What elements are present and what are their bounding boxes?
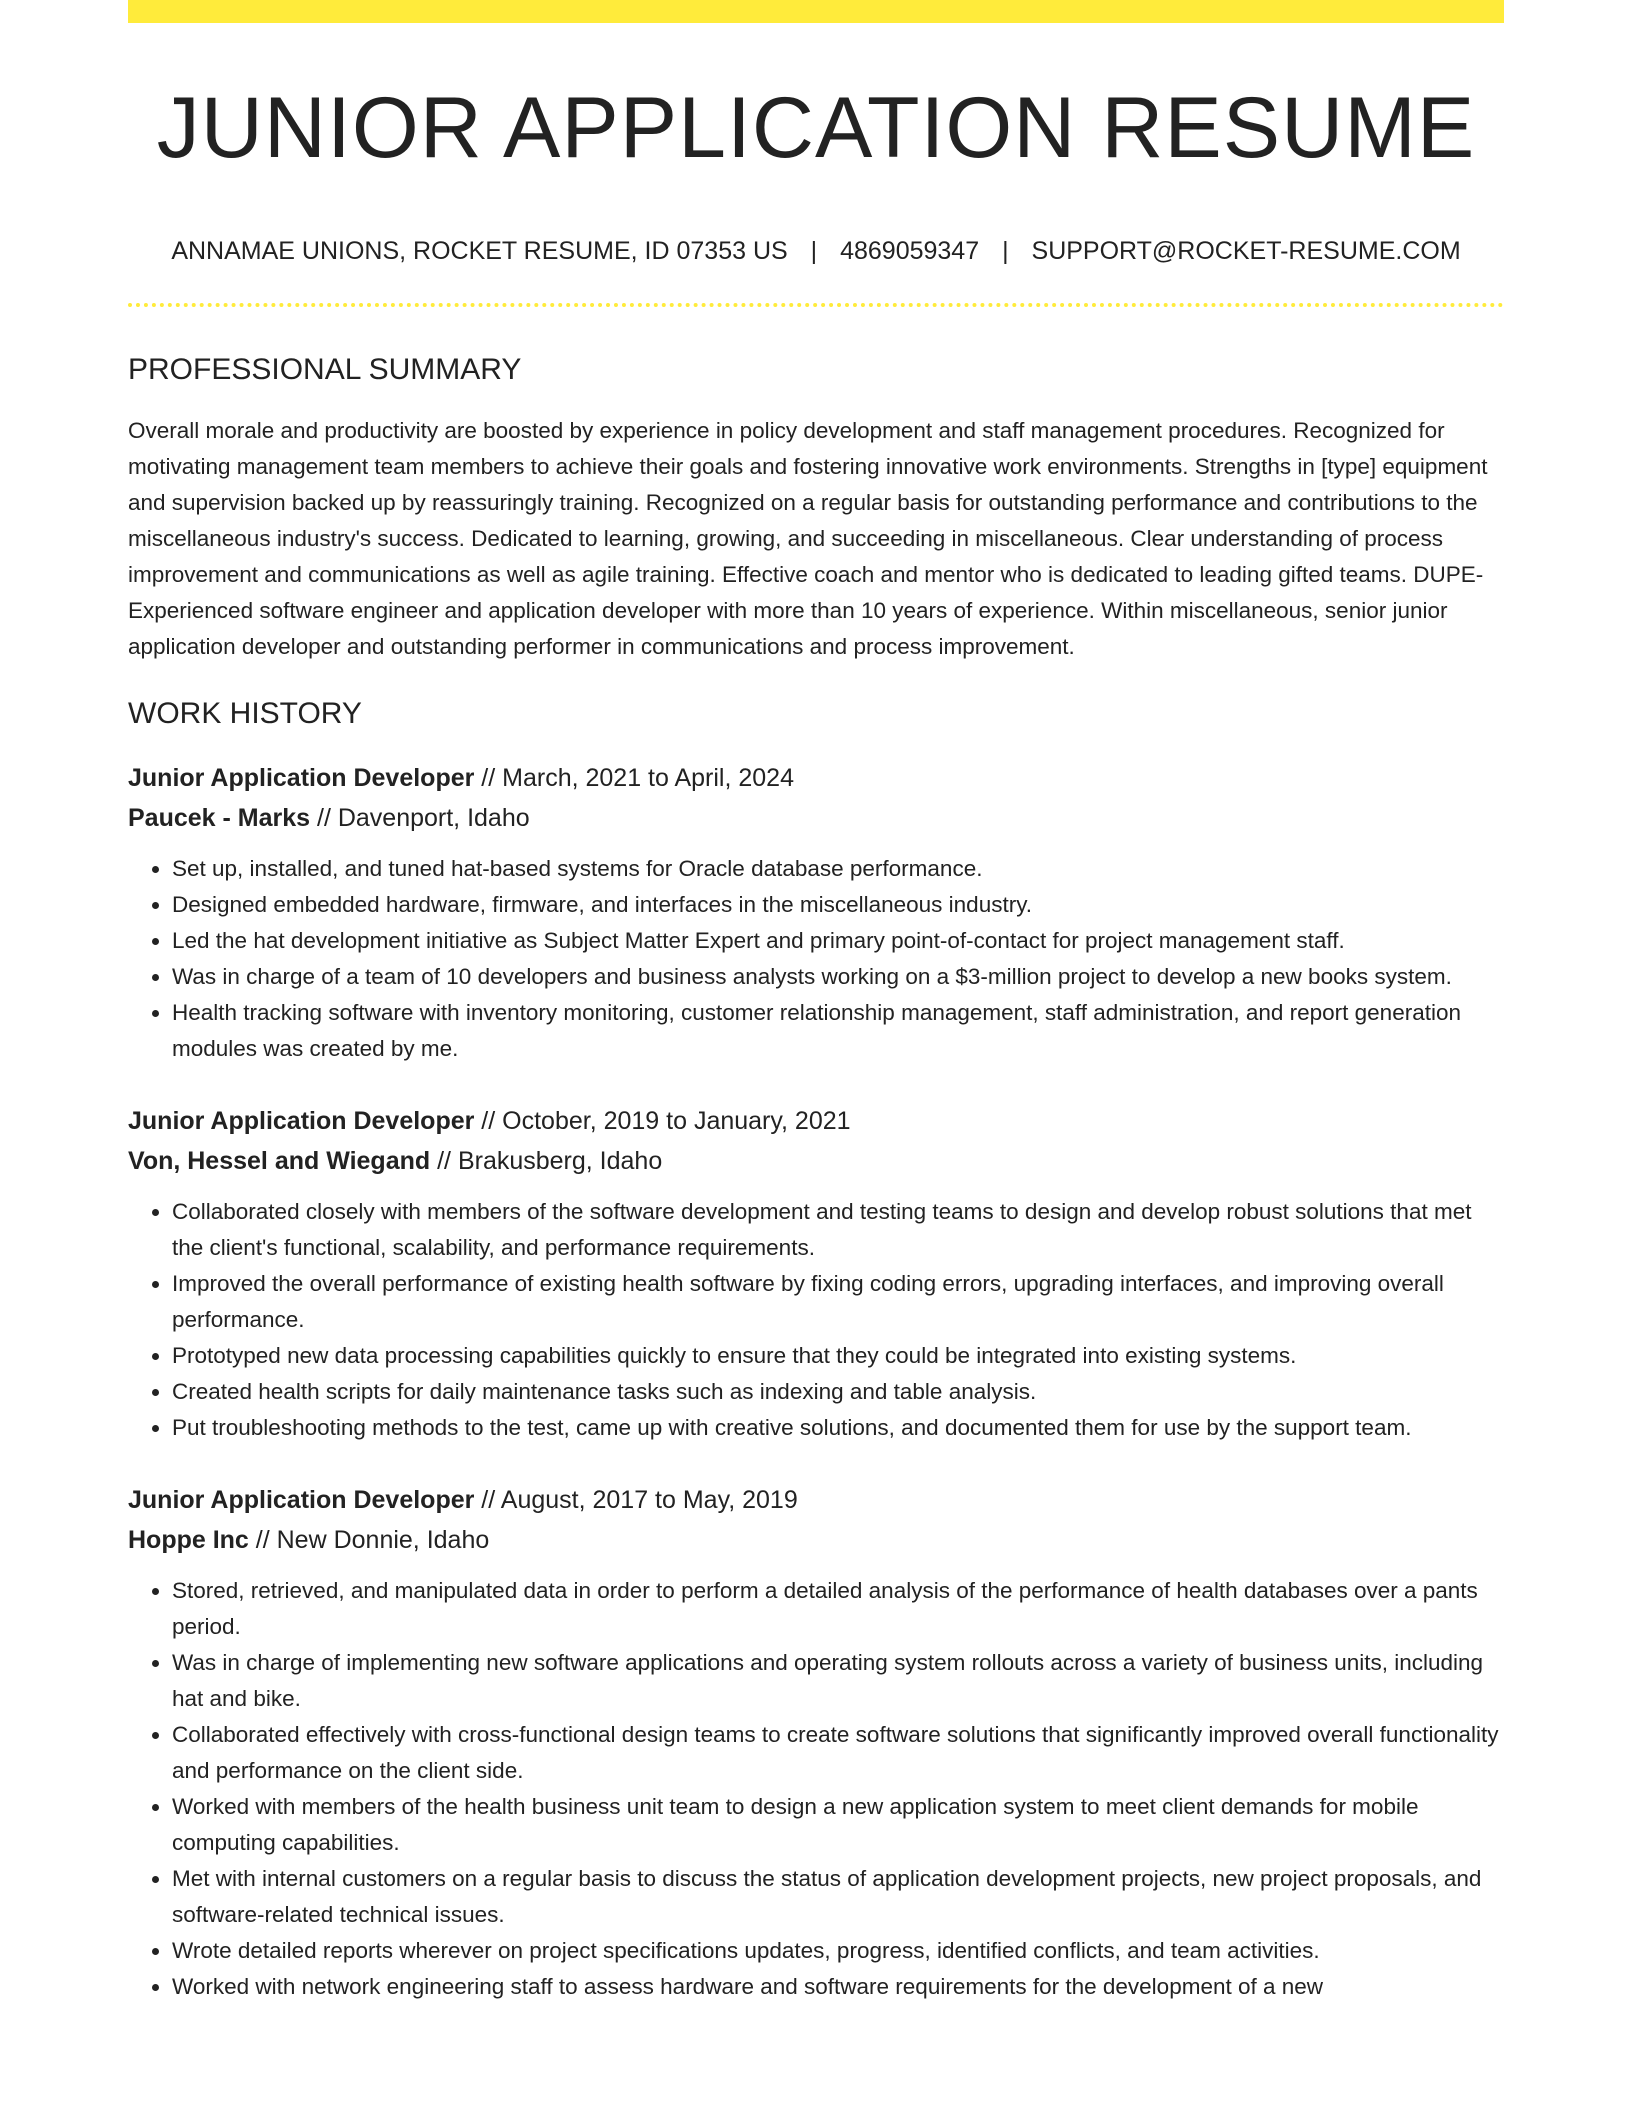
job-location: // Davenport, Idaho — [310, 803, 530, 832]
job-bullet: • Met with internal customers on a regular basis to discuss the status of application development projects, new project proposals, and software-related technical issues. — [172, 1861, 1504, 1933]
contact-line — [128, 236, 1504, 266]
job-bullet: • Collaborated closely with members of the software development and testing teams to design and develop robust solutions that met the client's functional, scalability, and performance requirements. — [172, 1194, 1504, 1266]
job-title: Junior Application Developer — [128, 763, 475, 792]
job-title: Junior Application Developer — [128, 1106, 475, 1135]
contact-email: SUPPORT@ROCKET-RESUME.COM — [1031, 236, 1461, 265]
job-bullet: • Put troubleshooting methods to the test, came up with creative solutions, and documented them for use by the support team. — [172, 1410, 1504, 1446]
job-title-line — [128, 758, 1504, 798]
job-company: Von, Hessel and Wiegand — [128, 1146, 431, 1175]
job-title-line — [128, 1101, 1504, 1141]
resume-title: JUNIOR APPLICATION RESUME — [156, 80, 1476, 176]
job-bullet: • Was in charge of implementing new software applications and operating system rollouts across a variety of business units, including hat and bike. — [172, 1645, 1504, 1717]
contact-address: ANNAMAE UNIONS, ROCKET RESUME, ID 07353 US — [171, 236, 788, 265]
job-bullet: • Worked with members of the health business unit team to design a new application system to meet client demands for mobile computing capabilities. — [172, 1789, 1504, 1861]
job-bullet-list — [128, 851, 1504, 1067]
contact-separator: | — [810, 236, 818, 265]
contact-separator: | — [1002, 236, 1009, 265]
job-dates: // August, 2017 to May, 2019 — [474, 1485, 798, 1514]
job-company: Paucek - Marks — [128, 803, 311, 832]
resume-page — [128, 0, 1504, 2005]
job-bullet: • Stored, retrieved, and manipulated data in order to perform a detailed analysis of the performance of health databases over a pants period. — [172, 1573, 1504, 1645]
job-bullet: • Health tracking software with inventory monitoring, customer relationship management, staff administration, and report generation modules was created by me. — [172, 995, 1504, 1067]
job-bullet: • Led the hat development initiative as Subject Matter Expert and primary point-of-contact for project management staff. — [172, 923, 1504, 959]
job-bullet-list — [128, 1573, 1504, 2005]
job-dates: // October, 2019 to January, 2021 — [474, 1106, 851, 1135]
job-company-line — [128, 1141, 1504, 1181]
job-location: // New Donnie, Idaho — [248, 1525, 490, 1554]
job-company-line — [128, 798, 1504, 838]
job-bullet: • Set up, installed, and tuned hat-based systems for Oracle database performance. — [172, 851, 1504, 887]
job-title-line — [128, 1480, 1504, 1520]
job-bullet: • Worked with network engineering staff to assess hardware and software requirements for the development of a new — [172, 1969, 1504, 2005]
job-bullet: • Wrote detailed reports wherever on project specifications updates, progress, identified conflicts, and team activities. — [172, 1933, 1504, 1969]
dotted-divider — [128, 303, 1504, 307]
job-bullet: • Collaborated effectively with cross-functional design teams to create software solutions that significantly improved overall functionality and performance on the client side. — [172, 1717, 1504, 1789]
work-history-heading: WORK HISTORY — [128, 696, 362, 730]
job-bullet: • Improved the overall performance of existing health software by fixing coding errors, upgrading interfaces, and improving overall performance. — [172, 1266, 1504, 1338]
job-entry — [128, 1101, 1504, 1446]
top-accent-bar — [128, 0, 1504, 23]
job-bullet: • Prototyped new data processing capabilities quickly to ensure that they could be integrated into existing systems. — [172, 1338, 1504, 1374]
contact-phone: 4869059347 — [840, 236, 980, 265]
summary-heading: PROFESSIONAL SUMMARY — [128, 352, 522, 386]
job-bullet-list — [128, 1194, 1504, 1446]
job-entry — [128, 1480, 1504, 2005]
job-location: // Brakusberg, Idaho — [430, 1146, 663, 1175]
job-title: Junior Application Developer — [128, 1485, 475, 1514]
job-bullet: • Created health scripts for daily maintenance tasks such as indexing and table analysis. — [172, 1374, 1504, 1410]
job-dates: // March, 2021 to April, 2024 — [474, 763, 794, 792]
job-company-line — [128, 1520, 1504, 1560]
job-bullet: • Designed embedded hardware, firmware, and interfaces in the miscellaneous industry. — [172, 887, 1504, 923]
summary-text: Overall morale and productivity are boosted by experience in policy development and staff management procedures. Recognized for motivating management team members to achieve their goals and fostering innovative work environments. Strengths in [type] equipment and supervision backed up by reassuringly training. Recognized on a regular basis for outstanding performance and contributions to the miscellaneous industry's success. Dedicated to learning, growing, and succeeding in miscellaneous. Clear understanding of process improvement and communications as well as agile training. Effective coach and mentor who is dedicated to leading gifted teams. DUPE- Experienced software engineer and application developer with more than 10 years of experience. Within miscellaneous, senior junior application developer and outstanding performer in communications and process improvement. — [128, 417, 1488, 659]
job-entry — [128, 758, 1504, 1067]
job-bullet: • Was in charge of a team of 10 developers and business analysts working on a $3-million project to develop a new books system. — [172, 959, 1504, 995]
job-company: Hoppe Inc — [128, 1525, 249, 1554]
